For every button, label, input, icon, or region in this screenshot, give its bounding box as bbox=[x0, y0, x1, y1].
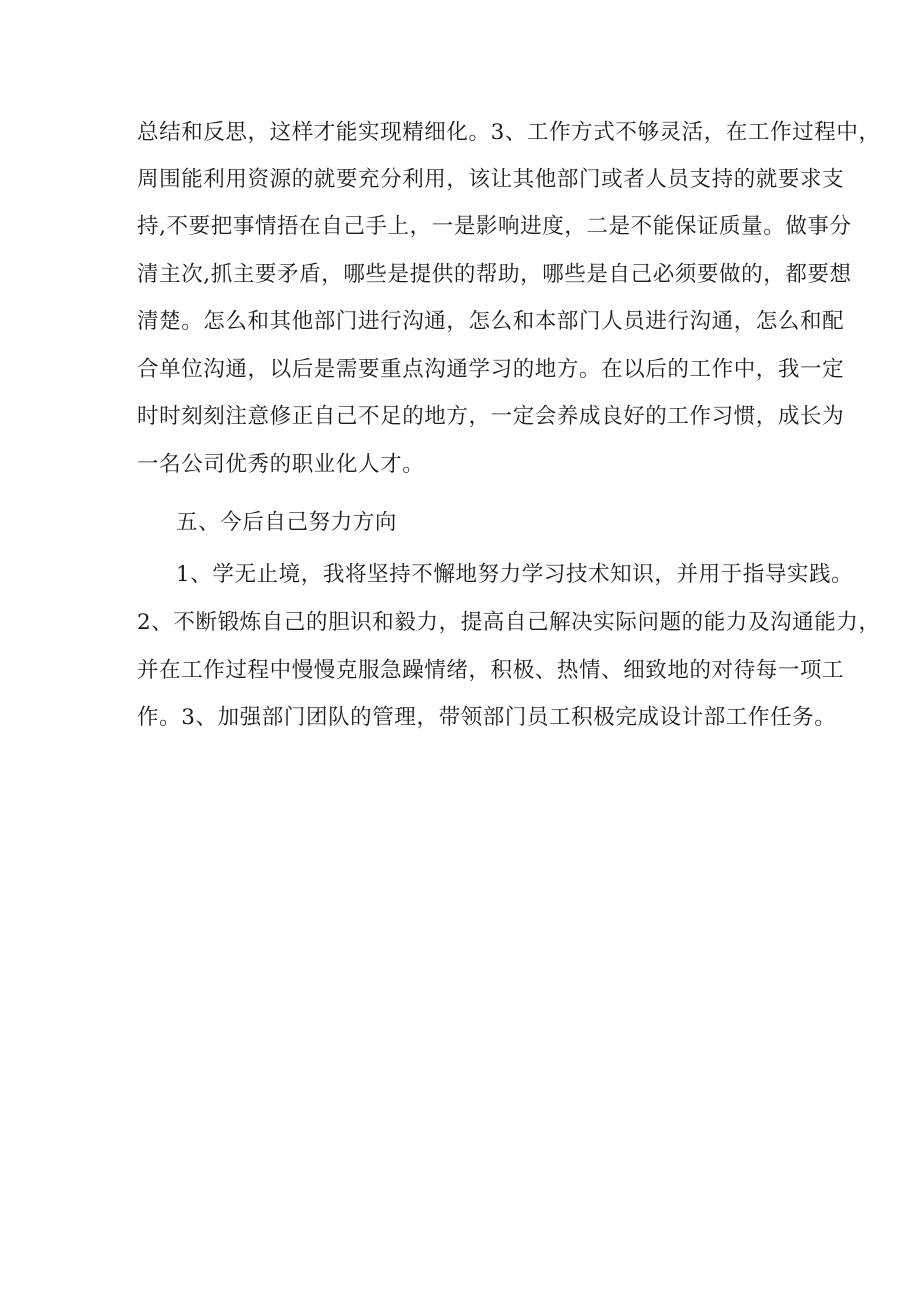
paragraph-line: 持,不要把事情捂在自己手上，一是影响进度，二是不能保证质量。做事分 bbox=[137, 214, 852, 239]
paragraph-line: 2、不断锻炼自己的胆识和毅力，提高自己解决实际问题的能力及沟通能力， bbox=[137, 610, 881, 635]
paragraph-line: 清主次,抓主要矛盾，哪些是提供的帮助，哪些是自己必须要做的，都要想 bbox=[137, 262, 852, 287]
paragraph-line: 并在工作过程中慢慢克服急躁情绪，积极、热情、细致地的对待每一项工 bbox=[137, 658, 845, 683]
paragraph-line: 周围能利用资源的就要充分利用，该让其他部门或者人员支持的就要求支 bbox=[137, 167, 845, 192]
paragraph-line: 作。3、加强部门团队的管理，带领部门员工积极完成设计部工作任务。 bbox=[137, 705, 837, 730]
paragraph-line: 合单位沟通，以后是需要重点沟通学习的地方。在以后的工作中，我一定 bbox=[137, 357, 845, 382]
paragraph-line: 时时刻刻注意修正自己不足的地方，一定会养成良好的工作习惯，成长为 bbox=[137, 404, 845, 429]
paragraph-line: 一名公司优秀的职业化人才。 bbox=[137, 452, 425, 477]
section-heading: 五、今后自己努力方向 bbox=[176, 510, 398, 535]
paragraph-line: 总结和反思，这样才能实现精细化。3、工作方式不够灵活，在工作过程中， bbox=[137, 120, 881, 145]
paragraph-line: 1、学无止境，我将坚持不懈地努力学习技术知识，并用于指导实践。 bbox=[176, 562, 854, 587]
paragraph-line: 清楚。怎么和其他部门进行沟通，怎么和本部门人员进行沟通，怎么和配 bbox=[137, 309, 845, 334]
